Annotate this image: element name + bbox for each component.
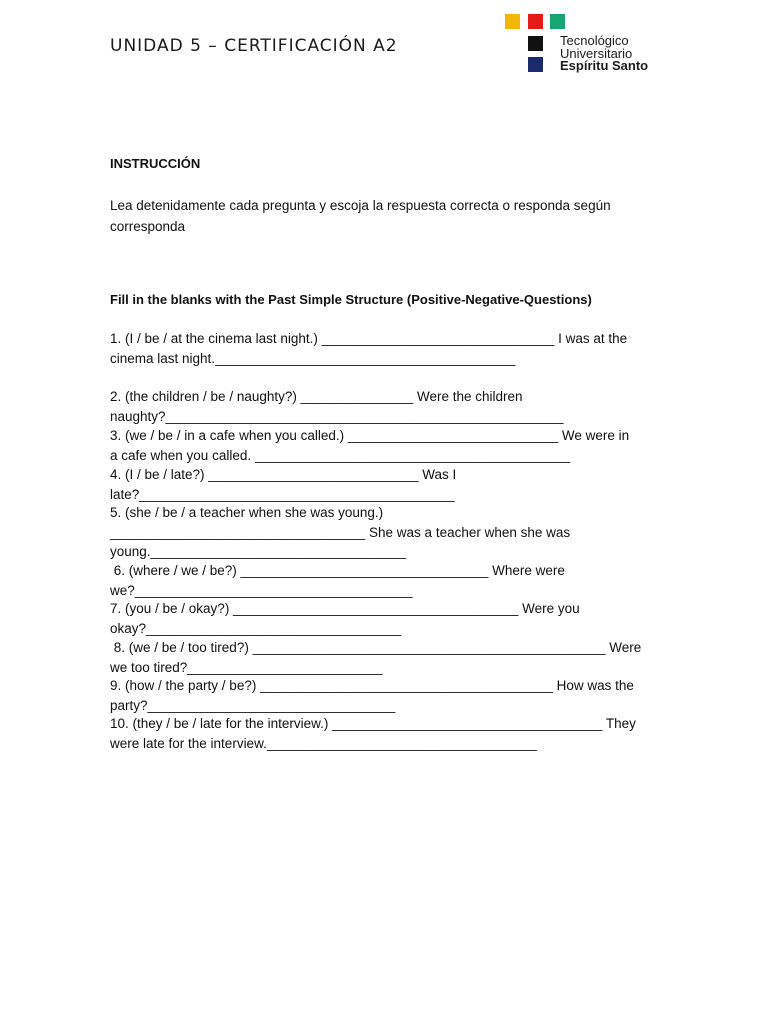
exercise-item-line: party?_________________________________ [110,697,396,713]
logo-text-line-1: Tecnológico [560,33,629,48]
exercise-item-line: 3. (we / be / in a cafe when you called.) ____________________________ We were in [110,428,630,443]
logo-square-black [528,36,543,51]
exercise-item [110,387,670,426]
logo-square-navy [528,57,543,72]
exercise-item [110,638,670,677]
exercise-item-line: 2. (the children / be / naughty?) _______________ Were the children [110,389,523,404]
exercise-item [110,465,670,504]
logo-square-green [550,14,565,29]
exercise-item-line: 5. (she / be / a teacher when she was young.) [110,505,384,520]
exercise-item [110,676,670,715]
exercise-item-line: we too tired?__________________________ [110,659,383,675]
exercise-item-line: 4. (I / be / late?) ____________________________ Was I [110,467,457,482]
exercise-item-line: naughty?_____________________________________________________ [110,408,564,424]
exercise-item-line: 8. (we / be / too tired?) _______________________________________________ Were [110,640,642,655]
exercise-item-line: okay?__________________________________ [110,620,402,636]
exercise-item-line: 7. (you / be / okay?) ______________________________________ Were you [110,601,580,616]
exercise-item-line: 9. (how / the party / be?) _______________________________________ How was the [110,678,634,693]
exercise-item [110,426,670,465]
exercise-item-line: a cafe when you called. __________________________________________ [110,447,571,463]
exercise-item [110,714,670,753]
exercise-item [110,503,670,562]
institution-logo [505,14,675,78]
exercise-item-line: were late for the interview.____________________________________ [110,735,538,751]
exercise-title: Fill in the blanks with the Past Simple Structure (Positive-Negative-Questions) [110,292,592,307]
exercise-item [110,329,670,368]
logo-square-yellow [505,14,520,29]
instruction-text: Lea detenidamente cada pregunta y escoja la respuesta correcta o responda según corresponda [110,198,611,234]
logo-square-red [528,14,543,29]
exercise-item-line: 1. (I / be / at the cinema last night.) _______________________________ I was at the [110,331,628,346]
exercise-item-line: 6. (where / we / be?) _________________________________ Where were [110,563,565,578]
logo-text-line-3: Espíritu Santo [560,58,649,73]
exercise-item [110,599,670,638]
exercise-item-line: we?_____________________________________ [110,582,413,598]
exercise-item-line: __________________________________ She was a teacher when she was [110,524,571,540]
exercise-item-line: cinema last night.________________________________________ [110,350,516,366]
instruction-heading: INSTRUCCIÓN [110,156,201,171]
exercise-item-line: 10. (they / be / late for the interview.) ____________________________________ They [110,716,636,731]
logo-text-line-2: Universitario [560,46,633,61]
document-title: UNIDAD 5 – CERTIFICACIÓN A2 [110,36,398,56]
exercise-item-line: young.__________________________________ [110,544,406,559]
exercise-item [110,561,670,600]
exercise-item-line: late?__________________________________________ [110,486,455,502]
